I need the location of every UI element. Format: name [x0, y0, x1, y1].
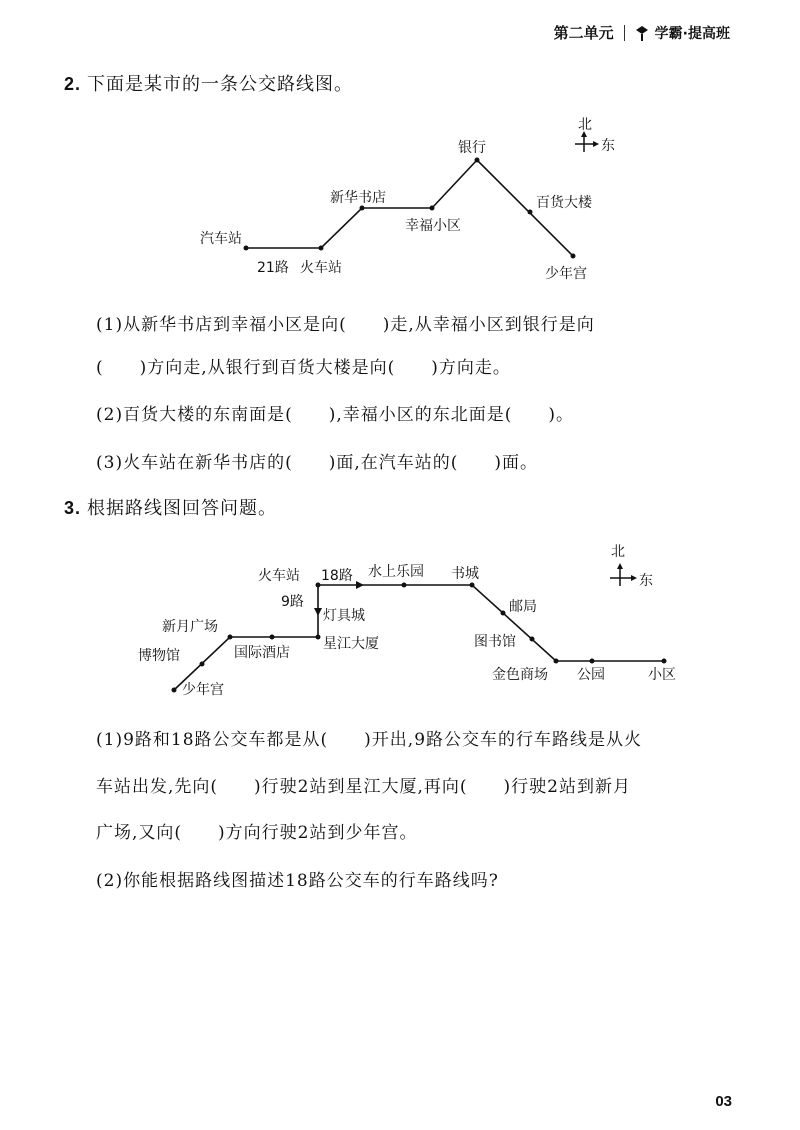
q2-stop-dot [430, 206, 435, 211]
q3-title-text: 根据路线图回答问题。 [87, 498, 278, 519]
q2-station-label: 少年宫 [545, 266, 587, 282]
q2-title-text: 下面是某市的一条公交路线图。 [87, 74, 354, 95]
q2-route-label: 21路 [257, 260, 289, 276]
q3-station-label: 少年宫 [182, 682, 224, 698]
unit-label: 第二单元 [553, 24, 614, 42]
q2-stop-dot [360, 206, 365, 211]
q2-station-label: 百货大楼 [536, 195, 592, 211]
q2-station-label: 火车站 [300, 260, 342, 276]
q2-line-3: (2)百货大楼的东南面是( ),幸福小区的东北面是( )。 [96, 405, 575, 425]
q3-stop-dot [316, 583, 321, 588]
q3-line-2: 车站出发,先向( )行驶2站到星江大厦,再向( )行驶2站到新月 [96, 777, 631, 797]
q3-stop-dot [590, 659, 595, 664]
q3-stop-dot [200, 662, 205, 667]
q3-compass-east: 东 [639, 573, 653, 589]
q3-route9-label: 9路 [281, 594, 304, 610]
q3-stop-dot [172, 688, 177, 693]
q3-stop-dot [228, 635, 233, 640]
page-number: 03 [715, 1093, 732, 1110]
q3-station-label: 灯具城 [323, 608, 365, 624]
q2-line-4: (3)火车站在新华书店的( )面,在汽车站的( )面。 [96, 453, 539, 473]
q3-station-label: 火车站 [258, 568, 300, 584]
q3-stop-dot [270, 635, 275, 640]
q3-compass-north: 北 [611, 544, 625, 560]
q3-station-label: 图书馆 [474, 634, 516, 650]
q3-station-label: 书城 [451, 566, 479, 582]
q2-stop-dot [244, 246, 249, 251]
q2-compass-icon [575, 131, 599, 152]
q3-station-label: 水上乐园 [368, 564, 424, 580]
q3-stop-dot [662, 659, 667, 664]
q3-title [64, 494, 277, 520]
q2-station-label: 幸福小区 [405, 218, 461, 234]
q2-compass-east: 东 [601, 138, 615, 154]
q2-compass-north: 北 [578, 117, 592, 133]
q3-station-label: 公园 [577, 667, 605, 683]
q3-station-label: 博物馆 [138, 648, 180, 664]
q2-station-label: 新华书店 [330, 190, 386, 206]
q2-route-line [246, 160, 573, 256]
q3-line-3: 广场,又向( )方向行驶2站到少年宫。 [96, 823, 418, 843]
q3-stop-dot [316, 635, 321, 640]
q3-route-map [138, 544, 676, 698]
q2-line-1: (1)从新华书店到幸福小区是向( )走,从幸福小区到银行是向 [96, 315, 595, 335]
q3-stop-dot [402, 583, 407, 588]
q3-stop-dot [530, 637, 535, 642]
q3-route9-arrow [314, 608, 322, 616]
q3-line-4: (2)你能根据路线图描述18路公交车的行车路线吗? [96, 871, 499, 891]
q3-station-label: 金色商场 [492, 667, 548, 683]
q2-stop-dot [319, 246, 324, 251]
q3-stop-dot [501, 611, 506, 616]
brand-label: 学霸·提高班 [654, 25, 730, 42]
q3-number: 3. [64, 498, 82, 518]
q3-route18-arrow [356, 581, 364, 589]
q2-number: 2. [64, 74, 82, 94]
q2-station-label: 汽车站 [200, 231, 242, 247]
q3-stop-dot [470, 583, 475, 588]
q3-station-label: 国际酒店 [234, 645, 290, 661]
q2-stop-dot [571, 254, 576, 259]
q3-station-label: 新月广场 [162, 619, 218, 635]
q2-stop-dot [475, 158, 480, 163]
q2-stop-dot [528, 210, 533, 215]
q2-station-label: 银行 [458, 140, 486, 156]
q3-line-1: (1)9路和18路公交车都是从( )开出,9路公交车的行车路线是从火 [96, 730, 643, 750]
q2-line-2: ( )方向走,从银行到百货大楼是向( )方向走。 [96, 358, 511, 378]
q3-station-label: 邮局 [509, 599, 537, 615]
q3-station-label: 星江大厦 [323, 636, 379, 652]
q2-route-map [200, 117, 615, 282]
q3-route18-line [398, 585, 664, 661]
q3-route18-label: 18路 [321, 568, 353, 584]
q3-stop-dot [554, 659, 559, 664]
q3-station-label: 小区 [648, 667, 676, 683]
q3-compass-icon [610, 563, 637, 586]
